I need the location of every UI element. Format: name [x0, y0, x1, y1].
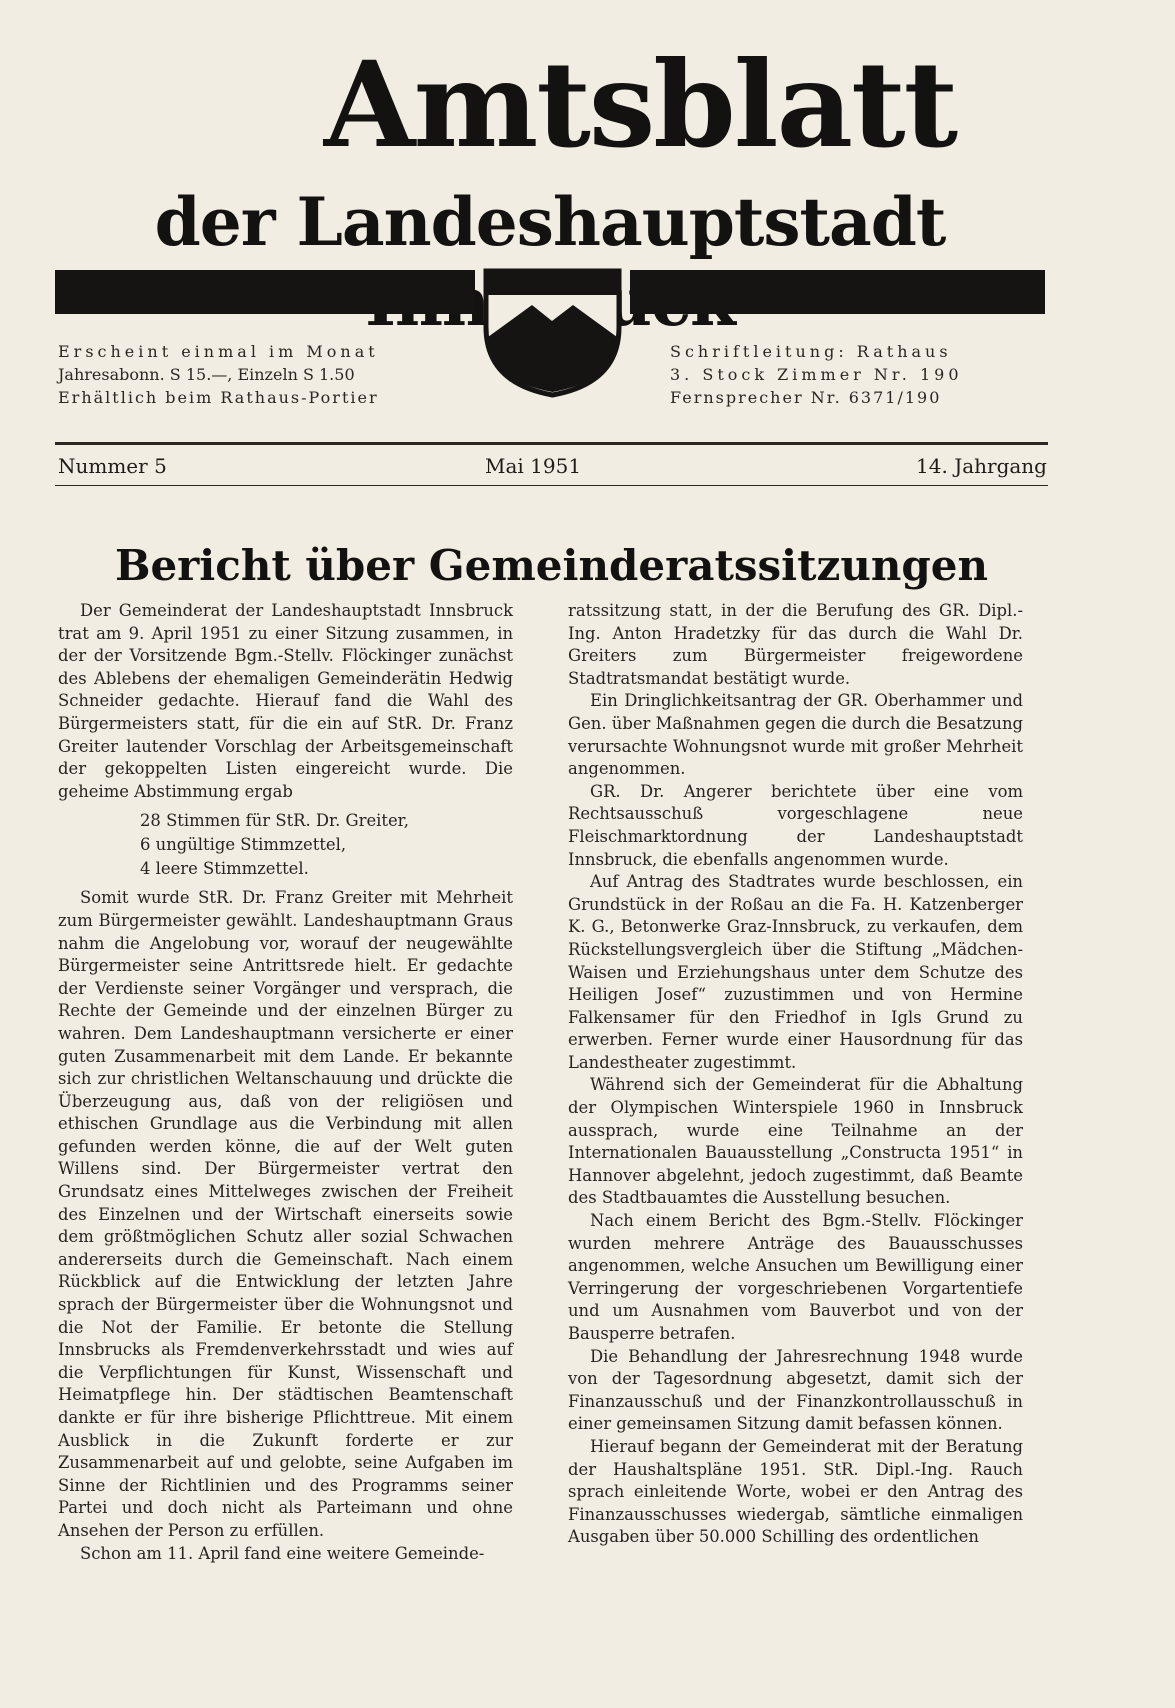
info-availability: Erhältlich beim Rathaus-Portier: [58, 388, 379, 407]
paragraph: Schon am 11. April fand eine weitere Gemeinde-: [80, 1543, 485, 1563]
info-price: Jahresabonn. S 15.—, Einzeln S 1.50: [58, 365, 355, 384]
article-headline: Bericht über Gemeinderatssitzungen: [114, 541, 989, 590]
info-frequency: Erscheint einmal im Monat: [58, 342, 379, 361]
masthead-title: Amtsblatt: [323, 35, 957, 174]
info-room: 3. Stock Zimmer Nr. 190: [670, 365, 963, 384]
article-column-right: [568, 600, 1023, 1549]
vote-result: 28 Stimmen für StR. Dr. Greiter,: [140, 811, 409, 831]
issue-volume: 14. Jahrgang: [916, 454, 1047, 478]
paragraph: ratssitzung statt, in der die Berufung des GR. Dipl.-Ing. Anton Hradetzky für das durch die Wahl Dr. Greiters zum Bürgermeister freigewordene Stadtratsmandat bestätigt wurde.: [568, 601, 1023, 688]
paragraph: Die Behandlung der Jahresrechnung 1948 wurde von der Tagesordnung abgesetzt, damit sich der Finanzausschuß und der Finanzkontrollausschuß in einer gemeinsamen Sitzung damit befassen können.: [568, 1346, 1023, 1434]
vote-results: [140, 809, 513, 881]
publication-info: [58, 340, 458, 409]
paragraph: Somit wurde StR. Dr. Franz Greiter mit Mehrheit zum Bürgermeister gewählt. Landeshauptmann Graus nahm die Angelobung vor, worauf der neugewählte Bürgermeister seine Antrittsrede hielt. Er gedachte der Verdienste seiner Vorgänger und versprach, die Rechte der Gemeinde und der einzelnen Bürger zu wahren. Dem Landeshauptmann versicherte er einer guten Zusammenarbeit mit dem Lande. Er bekannte sich zur christlichen Weltanschauung und drückte die Überzeugung aus, daß von der religiösen und ethischen Grundlage aus die Verbindung mit allen gefunden werden könne, die auf der Welt guten Willens sind. Der Bürgermeister vertrat den Grundsatz eines Mittelweges zwischen der Freiheit des Einzelnen und der Wirtschaft einerseits sowie dem größtmöglichen Schutz aller sozial Schwachen andererseits durch die Gemeinschaft. Nach einem Rückblick auf die Entwicklung der letzten Jahre sprach der Bürgermeister über die Wohnungsnot und die Not der Familie. Er betonte die Stellung Innsbrucks als Fremdenverkehrsstadt und wies auf die Verpflichtungen für Kunst, Wissenschaft und Heimatpflege hin. Der städtischen Beamtenschaft dankte er für ihre bisherige Pflichttreue. Mit einem Ausblick in die Zukunft forderte er zur Zusammenarbeit auf und gelobte, seine Aufgaben im Sinne der Richtlinien und des Programms seiner Partei und doch nicht als Parteimann und ohne Ansehen der Person zu erfüllen.: [58, 888, 513, 1540]
coat-of-arms-icon: [480, 265, 625, 400]
paragraph: Ein Dringlichkeitsantrag der GR. Oberhammer und Gen. über Maßnahmen gegen die durch die Besatzung verursachte Wohnungsnot wurde mit großer Mehrheit angenommen.: [568, 691, 1023, 779]
paragraph: Hierauf begann der Gemeinderat mit der Beratung der Haushaltspläne 1951. StR. Dipl.-Ing. Rauch sprach einleitende Worte, wobei er den Antrag des Finanzausschusses wiedergab, sämtliche einmaligen Ausgaben über 50.000 Schilling des ordentlichen: [568, 1436, 1023, 1547]
info-phone: Fernsprecher Nr. 6371/190: [670, 388, 942, 407]
divider-bottom: [55, 485, 1048, 486]
vote-result: 4 leere Stimmzettel.: [140, 859, 309, 879]
paragraph: Während sich der Gemeinderat für die Abhaltung der Olympischen Winterspiele 1960 in Innsbruck aussprach, wurde eine Teilnahme an der Internationalen Bauausstellung „Constructa 1951“ in Hannover abgelehnt, jedoch zugestimmt, daß Beamte des Stadtbauamtes die Ausstellung besuchen.: [568, 1075, 1023, 1208]
masthead-subtitle: der Landeshauptstadt: [154, 183, 946, 261]
paragraph: Der Gemeinderat der Landeshauptstadt Innsbruck trat am 9. April 1951 zu einer Sitzung zusammen, in der der Vorsitzende Bgm.-Stellv. Flöckinger zunächst des Ablebens der ehemaligen Gemeinderätin Hedwig Schneider gedachte. Hierauf fand die Wahl des Bürgermeisters statt, für die ein auf StR. Dr. Franz Greiter lautender Vorschlag der Arbeitsgemeinschaft der gekoppelten Listen eingereicht wurde. Die geheime Abstimmung ergab: [58, 601, 513, 801]
editorial-info: [670, 340, 1060, 409]
masthead-bar-right: [630, 270, 1045, 314]
paragraph: GR. Dr. Angerer berichtete über eine vom Rechtsausschuß vorgeschlagene neue Fleischmarktordnung der Landeshauptstadt Innsbruck, die ebenfalls angenommen wurde.: [568, 781, 1023, 869]
article-column-left: [58, 600, 513, 1565]
issue-number: Nummer 5: [58, 454, 167, 478]
masthead-bar-left: [55, 270, 475, 314]
vote-result: 6 ungültige Stimmzettel,: [140, 835, 347, 855]
issue-date: Mai 1951: [485, 454, 582, 478]
info-editorial-office: Schriftleitung: Rathaus: [670, 342, 952, 361]
divider-top: [55, 442, 1048, 445]
paragraph: Auf Antrag des Stadtrates wurde beschlossen, ein Grundstück in der Roßau an die Fa. H. Katzenberger K. G., Betonwerke Graz-Innsbruck, zu verkaufen, dem Rückstellungsvergleich über die Stiftung „Mädchen-Waisen und Erziehungshaus unter dem Schutze des Heiligen Josef“ zuzustimmen und von Hermine Falkensamer für den Friedhof in Igls Grund zu erwerben. Ferner wurde einer Hausordnung für das Landestheater zugestimmt.: [568, 872, 1023, 1072]
paragraph: Nach einem Bericht des Bgm.-Stellv. Flöckinger wurden mehrere Anträge des Bauausschusses angenommen, welche Ansuchen um Bewilligung einer Verringerung der vorgeschriebenen Vorgartentiefe und um Ausnahmen vom Bauverbot und von der Bausperre betrafen.: [568, 1211, 1023, 1343]
